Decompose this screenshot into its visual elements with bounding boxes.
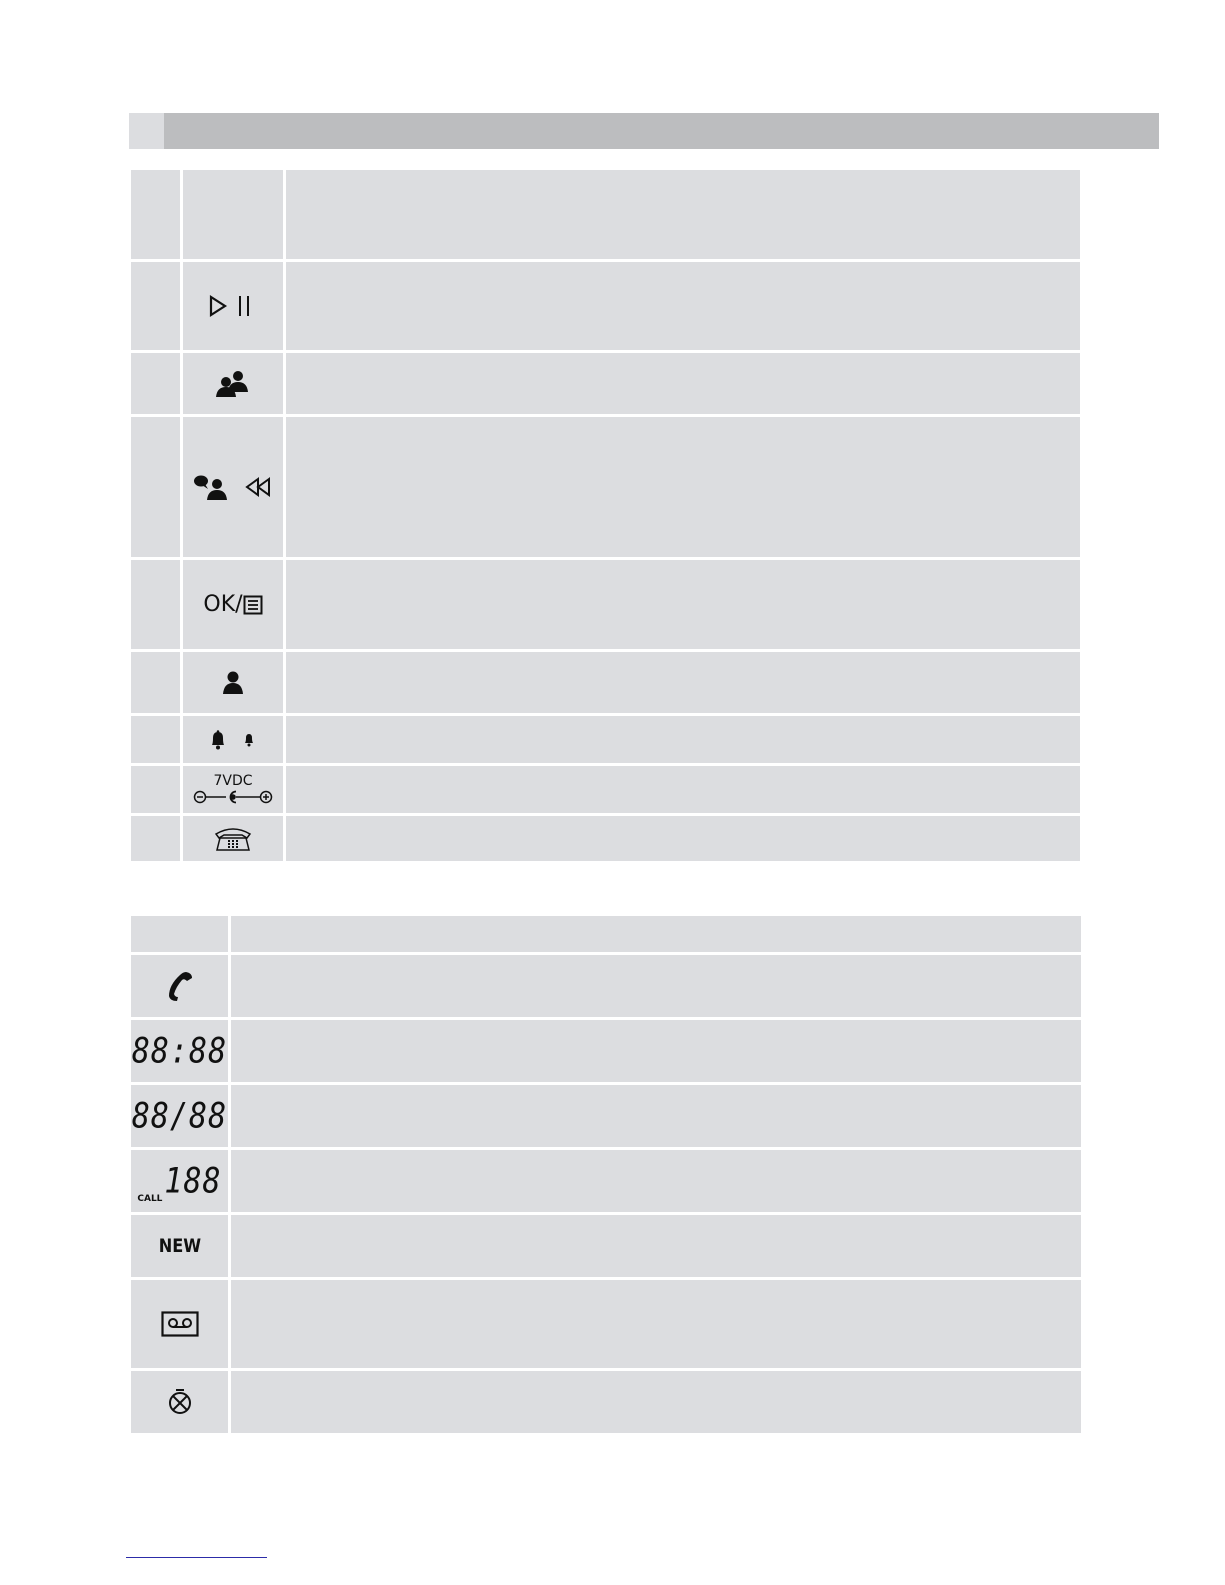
call-prefix: CALL <box>137 1194 163 1204</box>
description-cell <box>286 716 1080 763</box>
icon-cell <box>183 766 286 813</box>
person-icon <box>222 671 244 695</box>
row-number-cell <box>131 716 183 763</box>
footer-link-underline <box>126 1557 267 1558</box>
callers-rewind-icons <box>193 473 273 501</box>
icon-cell <box>183 716 286 763</box>
rewind-icon <box>247 479 269 495</box>
table-row <box>131 766 1080 816</box>
row-number-cell <box>131 353 183 414</box>
section-header-band <box>129 113 1159 149</box>
play-icon <box>211 297 225 315</box>
icon-cell <box>131 955 231 1017</box>
row-number-cell <box>131 560 183 649</box>
icon-cell <box>183 652 286 713</box>
phone-line-icon <box>214 826 252 852</box>
icon-cell <box>183 560 286 649</box>
description-cell <box>231 1215 1081 1277</box>
section-header-tab <box>129 113 164 149</box>
display-icons-table <box>131 916 1081 1433</box>
icon-cell <box>131 1020 231 1082</box>
icon-cell <box>183 353 286 414</box>
ringer-volume-icons <box>207 729 259 751</box>
dc-voltage-label: 7VDC <box>213 772 253 789</box>
description-cell <box>231 1085 1081 1147</box>
handset-icon <box>166 970 194 1002</box>
table-row <box>131 955 1081 1020</box>
row-number-cell <box>131 417 183 557</box>
table-row <box>131 417 1080 560</box>
table-row <box>131 716 1080 766</box>
ok-label: OK/ <box>203 592 243 617</box>
date-display: 88/88 <box>131 1095 228 1137</box>
row-number-cell <box>131 766 183 813</box>
table-row <box>131 1085 1081 1150</box>
table-header-row <box>131 916 1081 955</box>
icon-cell <box>183 417 286 557</box>
call-count-display: 188 <box>164 1160 222 1202</box>
time-display: 88:88 <box>131 1030 228 1072</box>
description-cell <box>286 170 1080 259</box>
description-cell <box>231 1150 1081 1212</box>
menu-list-icon <box>243 595 263 615</box>
contacts-icon <box>215 370 251 398</box>
controls-table <box>131 170 1080 861</box>
voicemail-icon <box>161 1311 199 1337</box>
row-number-cell <box>131 816 183 861</box>
icon-cell <box>131 1215 231 1277</box>
icon-cell <box>131 1280 231 1368</box>
description-cell <box>231 1020 1081 1082</box>
table-row <box>131 170 1080 262</box>
icon-cell <box>183 816 286 861</box>
row-number-cell <box>131 170 183 259</box>
description-cell <box>231 916 1081 952</box>
description-cell <box>231 1280 1081 1368</box>
new-indicator: NEW <box>158 1235 201 1257</box>
dc-polarity-icon <box>193 788 273 806</box>
table-row <box>131 1150 1081 1215</box>
description-cell <box>286 417 1080 557</box>
icon-cell <box>131 1085 231 1147</box>
row-number-cell <box>131 652 183 713</box>
table-row <box>131 560 1080 652</box>
bell-small-icon <box>245 734 253 747</box>
bell-large-icon <box>212 730 224 749</box>
table-row <box>131 1371 1081 1433</box>
description-cell <box>286 353 1080 414</box>
icon-cell <box>183 262 286 350</box>
table-row <box>131 652 1080 716</box>
table-row <box>131 1280 1081 1371</box>
description-cell <box>286 816 1080 861</box>
description-cell <box>286 766 1080 813</box>
icon-cell <box>131 916 231 952</box>
callers-icon <box>194 476 227 501</box>
row-number-cell <box>131 262 183 350</box>
table-row <box>131 353 1080 417</box>
table-row <box>131 1020 1081 1085</box>
description-cell <box>286 652 1080 713</box>
description-cell <box>286 262 1080 350</box>
table-row <box>131 1215 1081 1280</box>
icon-cell <box>131 1150 231 1212</box>
description-cell <box>231 955 1081 1017</box>
description-cell <box>286 560 1080 649</box>
table-row <box>131 816 1080 861</box>
icon-cell <box>131 1371 231 1433</box>
play-pause-icons <box>208 293 258 319</box>
table-row <box>131 262 1080 353</box>
ringer-off-icon <box>165 1388 195 1416</box>
description-cell <box>231 1371 1081 1433</box>
icon-cell <box>183 170 286 259</box>
